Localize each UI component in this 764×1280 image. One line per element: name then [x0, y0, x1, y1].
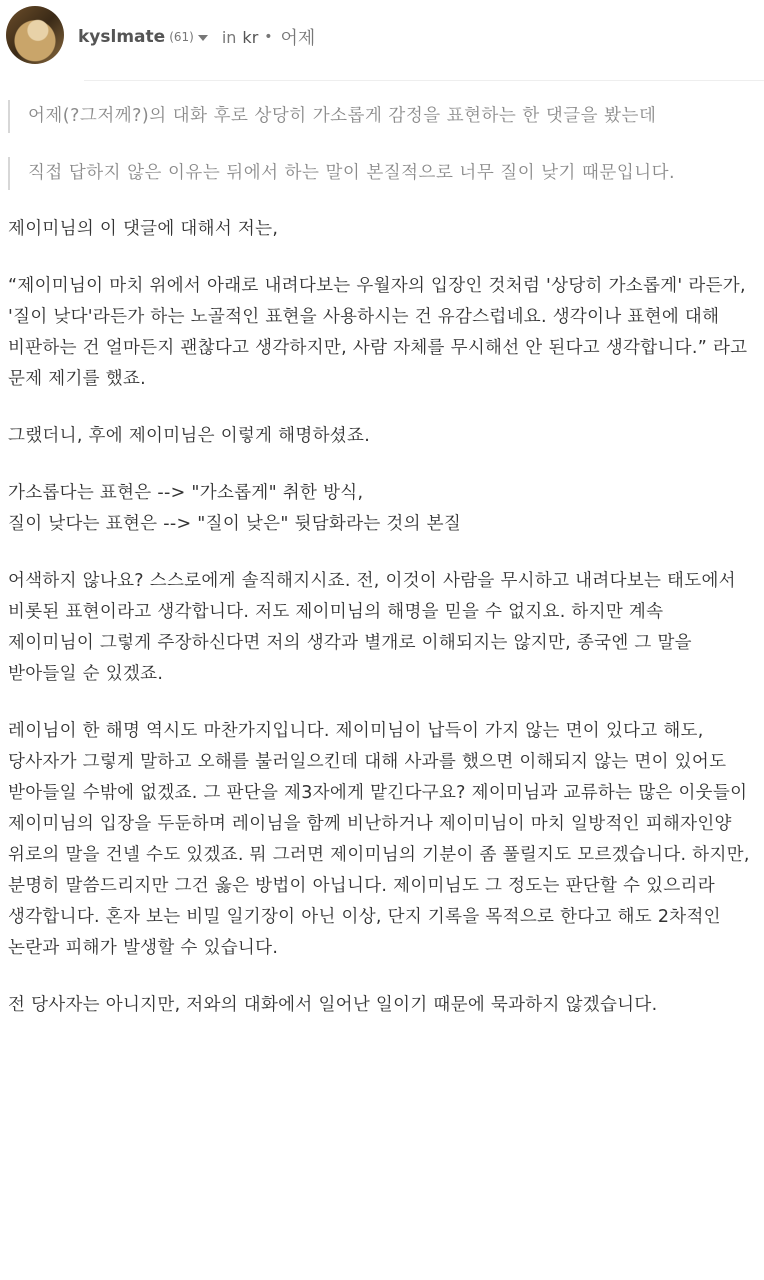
- paragraph: 그랬더니, 후에 제이미님은 이렇게 해명하셨죠.: [8, 426, 371, 446]
- post-body: [8, 100, 754, 1047]
- paragraph: 어색하지 않나요? 스스로에게 솔직해지시죠. 전, 이것이 사람을 무시하고 내려다보는 태도에서 비롯된 표현이라고 생각합니다. 저도 제이미님의 해명을 믿을 수 없지요. 하지만 계속 제이미님이 그렇게 주장하신다면 저의 생각과 별개로 이해되지는 않지만, 종국엔 그 말을 받아들일 순 있겠죠.: [8, 571, 736, 684]
- paragraph-pair: [8, 478, 754, 540]
- in-label: in: [221, 27, 237, 47]
- avatar[interactable]: [6, 6, 64, 64]
- author-reputation: (61): [169, 30, 194, 44]
- paragraph: 레이님이 한 해명 역시도 마찬가지입니다. 제이미님이 납득이 가지 않는 면이 있다고 해도, 당사자가 그렇게 말하고 오해를 불러일으킨데 대해 사과를 했으면 이해되지 않는 면이 있어도 받아들일 수밖에 없겠죠. 그 판단을 제3자에게 맡긴다구요? 제이미님과 교류하는 많은 이웃들이 제이미님의 입장을 두둔하며 레이님을 함께 비난하거나 제이미님이 마치 일방적인 피해자인양 위로의 말을 건넬 수도 있겠죠. 뭐 그러면 제이미님의 기분이 좀 풀릴지도 모르겠습니다. 하지만, 분명히 말씀드리지만 그건 옳은 방법이 아닙니다. 제이미님도 그 정도는 판단할 수 있으리라 생각합니다. 혼자 보는 비밀 일기장이 아닌 이상, 단지 기록을 목적으로 한다고 해도 2차적인 논란과 피해가 발생할 수 있습니다.: [8, 721, 750, 958]
- paragraph-line: 질이 낮다는 표현은 --> "질이 낮은" 뒷담화라는 것의 본질: [8, 514, 462, 534]
- post-header: [0, 0, 764, 80]
- header-divider: [84, 80, 764, 81]
- blockquote: 직접 답하지 않은 이유는 뒤에서 하는 말이 본질적으로 너무 질이 낮기 때문입니다.: [8, 157, 754, 190]
- paragraph-line: 가소롭다는 표현은 --> "가소롭게" 취한 방식,: [8, 483, 364, 503]
- paragraph: 제이미님의 이 댓글에 대해서 저는,: [8, 219, 279, 239]
- paragraph: 전 당사자는 아니지만, 저와의 대화에서 일어난 일이기 때문에 묵과하지 않겠습니다.: [8, 995, 658, 1015]
- author-username[interactable]: kyslmate: [78, 27, 166, 47]
- chevron-down-icon[interactable]: [198, 35, 208, 41]
- separator-dot: •: [264, 29, 273, 45]
- paragraph: “제이미님이 마치 위에서 아래로 내려다보는 우월자의 입장인 것처럼 '상당히 가소롭게' 라든가, '질이 낮다'라든가 하는 노골적인 표현을 사용하시는 건 유감스럽네요. 생각이나 표현에 대해 비판하는 건 얼마든지 괜찮다고 생각하지만, 사람 자체를 무시해선 안 된다고 생각합니다.” 라고 문제 제기를 했죠.: [8, 276, 748, 389]
- post-time[interactable]: 어제: [280, 28, 316, 49]
- author-line: [78, 22, 315, 52]
- blockquote: 어제(?그저께?)의 대화 후로 상당히 가소롭게 감정을 표현하는 한 댓글을 봤는데: [8, 100, 754, 133]
- category-link[interactable]: kr: [242, 27, 259, 47]
